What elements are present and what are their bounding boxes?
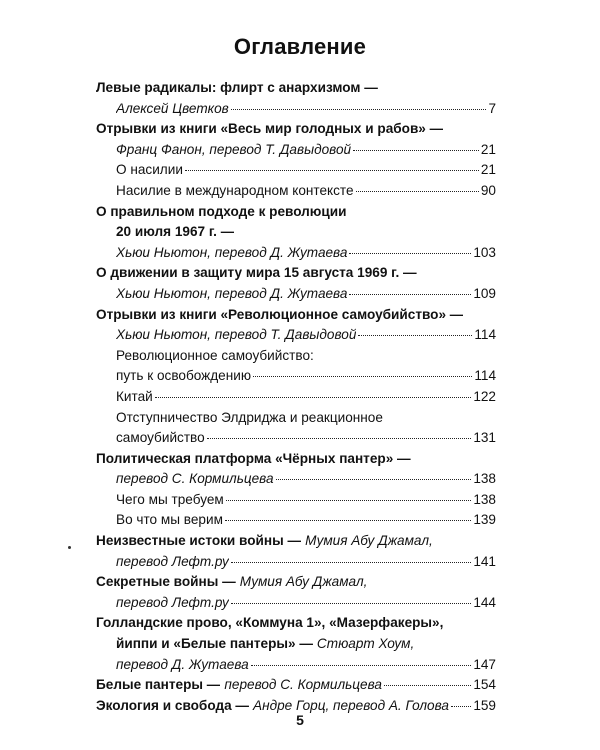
subentry-title: самоубийство xyxy=(116,430,205,446)
table-of-contents xyxy=(96,78,496,716)
entry-author: Мумия Абу Джамал, xyxy=(305,533,433,549)
leader-dots xyxy=(253,376,472,377)
entry-page: 21 xyxy=(480,141,496,157)
leader-dots xyxy=(356,191,479,192)
toc-subentry xyxy=(96,160,496,181)
leader-dots xyxy=(231,109,487,110)
entry-page: 144 xyxy=(473,594,496,610)
subentry-title: О насилии xyxy=(116,162,183,178)
toc-entry-title xyxy=(96,531,496,552)
entry-page: 109 xyxy=(473,285,496,301)
toc-entry-title xyxy=(96,449,496,470)
toc-subentry xyxy=(96,387,496,408)
entry-title: Секретные войны — xyxy=(96,574,236,590)
entry-title: О движении в защиту мира 15 августа 1969 г. — xyxy=(96,265,417,281)
entry-author: перевод Д. Жутаева xyxy=(116,656,249,672)
toc-entry-author-line xyxy=(96,140,496,161)
scan-speck xyxy=(68,546,71,549)
entry-title: Экология и свобода — xyxy=(96,697,250,713)
toc-entry-author-line xyxy=(96,469,496,490)
toc-entry-author-line xyxy=(96,243,496,264)
entry-title: О правильном подходе к революции xyxy=(96,203,347,219)
leader-dots xyxy=(231,562,472,563)
toc-entry-author-line xyxy=(96,655,496,676)
entry-title: Отрывки из книги «Весь мир голодных и рабов» — xyxy=(96,121,444,137)
toc-entry-author-line xyxy=(96,99,496,120)
toc-entry-author-line xyxy=(96,593,496,614)
entry-page: 141 xyxy=(473,553,496,569)
toc-subentry xyxy=(96,408,496,429)
entry-author: перевод С. Кормильцева xyxy=(116,471,274,487)
entry-page: 7 xyxy=(488,100,496,116)
entry-author: Алексей Цветков xyxy=(116,100,229,116)
leader-dots xyxy=(349,253,471,254)
toc-entry-title xyxy=(96,613,496,634)
leader-dots xyxy=(349,294,471,295)
subentry-title: Насилие в международном контексте xyxy=(116,182,354,198)
entry-author: Франц Фанон, перевод Т. Давыдовой xyxy=(116,141,352,157)
leader-dots xyxy=(353,150,479,151)
toc-subentry xyxy=(96,490,496,511)
leader-dots xyxy=(225,520,471,521)
toc-entry-title xyxy=(96,119,496,140)
entry-title: Левые радикалы: флирт с анархизмом — xyxy=(96,80,378,95)
entry-title: Политическая платформа «Чёрных пантер» — xyxy=(96,450,411,466)
entry-page: 159 xyxy=(473,697,496,713)
subentry-page: 122 xyxy=(473,388,496,404)
subentry-page: 138 xyxy=(473,491,496,507)
subentry-page: 131 xyxy=(473,430,496,446)
subentry-title: Во что мы верим xyxy=(116,512,223,528)
leader-dots xyxy=(231,603,472,604)
toc-entry-title xyxy=(96,263,496,284)
leader-dots xyxy=(207,438,472,439)
toc-entry-title-cont xyxy=(96,222,496,243)
entry-title: Неизвестные истоки войны — xyxy=(96,533,302,549)
entry-author: Хьюи Ньютон, перевод Д. Жутаева xyxy=(116,244,348,260)
toc-entry-title xyxy=(96,305,496,326)
entry-page: 154 xyxy=(473,677,496,693)
toc-subentry xyxy=(96,428,496,449)
toc-entry-title xyxy=(96,78,496,99)
entry-title: Белые пантеры — xyxy=(96,677,221,693)
page-number: 5 xyxy=(296,712,304,728)
toc-entry-author-line xyxy=(96,552,496,573)
toc-entry-author-line xyxy=(96,284,496,305)
toc-entry-title xyxy=(96,675,496,696)
subentry-page: 90 xyxy=(480,182,496,198)
subentry-page: 21 xyxy=(480,162,496,178)
entry-page: 114 xyxy=(474,327,496,343)
subentry-title: Отступничество Элдриджа и реакционное xyxy=(116,409,383,425)
leader-dots xyxy=(358,335,472,336)
page-title: Оглавление xyxy=(233,34,367,59)
entry-title: йиппи и «Белые пантеры» — xyxy=(116,636,313,652)
entry-author: перевод Лефт.ру xyxy=(116,594,229,610)
entry-author: Хьюи Ньютон, перевод Т. Давыдовой xyxy=(116,327,357,343)
toc-entry-title xyxy=(96,572,496,593)
toc-subentry xyxy=(96,366,496,387)
entry-page: 103 xyxy=(473,244,496,260)
subentry-page: 139 xyxy=(473,512,496,528)
toc-subentry xyxy=(96,510,496,531)
leader-dots xyxy=(384,685,471,686)
entry-page: 138 xyxy=(473,471,496,487)
leader-dots xyxy=(276,479,472,480)
entry-author: Стюарт Хоум, xyxy=(316,636,415,652)
subentry-title: Чего мы требуем xyxy=(116,491,224,507)
leader-dots xyxy=(155,397,472,398)
entry-author: Андре Горц, перевод А. Голова xyxy=(253,697,449,713)
leader-dots xyxy=(226,500,472,501)
entry-title: Отрывки из книги «Революционное самоубийство» — xyxy=(96,306,464,322)
entry-title: 20 июля 1967 г. — xyxy=(116,224,235,240)
subentry-title: Китай xyxy=(116,388,153,404)
toc-subentry xyxy=(96,181,496,202)
subentry-page: 114 xyxy=(474,368,496,384)
leader-dots xyxy=(185,170,479,171)
toc-entry-title xyxy=(96,202,496,223)
entry-page: 147 xyxy=(473,656,496,672)
entry-author: Хьюи Ньютон, перевод Д. Жутаева xyxy=(116,285,348,301)
entry-author: перевод С. Кормильцева xyxy=(224,677,382,693)
leader-dots xyxy=(251,665,472,666)
toc-entry-author-line xyxy=(96,325,496,346)
entry-author: Мумия Абу Джамал, xyxy=(239,574,368,590)
entry-title: Голландские прово, «Коммуна 1», «Мазерфакеры», xyxy=(96,615,444,631)
toc-subentry xyxy=(96,346,496,367)
subentry-title: Революционное самоубийство: xyxy=(116,347,314,363)
subentry-title: путь к освобождению xyxy=(116,368,252,384)
toc-entry-title-cont xyxy=(96,634,496,655)
entry-author: перевод Лефт.ру xyxy=(116,553,229,569)
leader-dots xyxy=(451,706,471,707)
